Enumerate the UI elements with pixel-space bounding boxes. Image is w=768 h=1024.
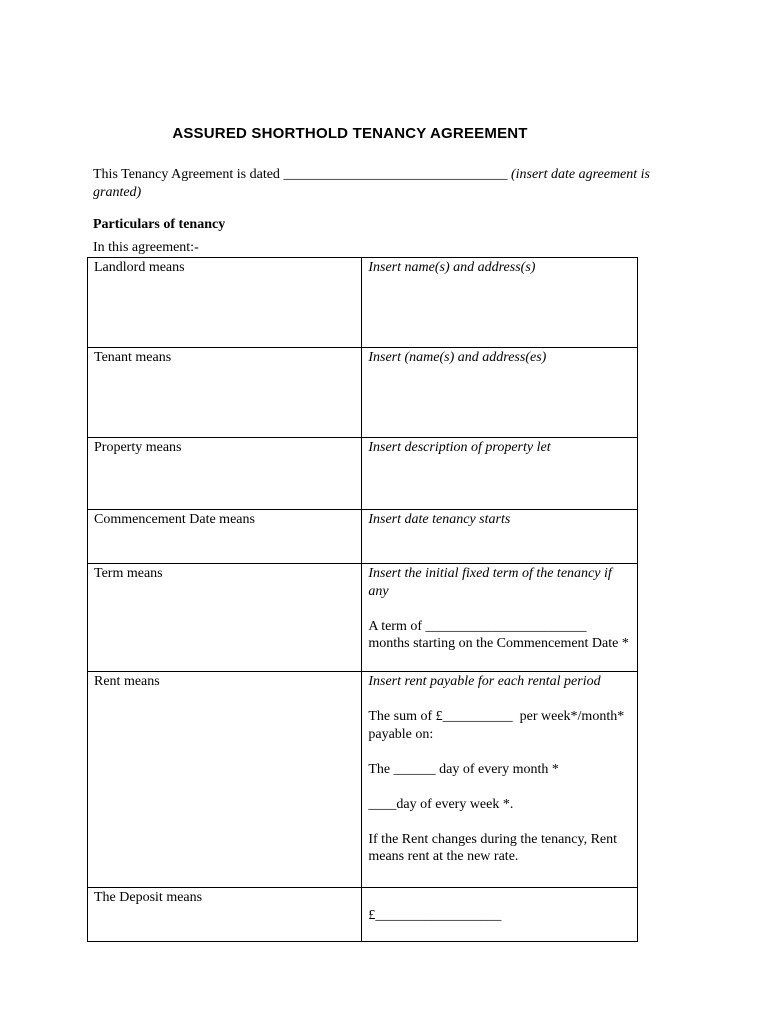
rent-day-of-month: The ______ day of every month * [368, 761, 559, 777]
commencement-instruction: Insert date tenancy starts [368, 512, 511, 527]
intro-text: In this agreement:- [93, 240, 199, 255]
tenant-label: Tenant means [88, 348, 362, 438]
rent-day-of-week: ____day of every week *. [368, 796, 514, 812]
table-row-rent [88, 672, 638, 888]
rent-instruction: Insert rent payable for each rental period [368, 674, 601, 689]
rent-payable-on: payable on: [368, 726, 434, 742]
deposit-label: The Deposit means [88, 888, 362, 942]
section-heading: Particulars of tenancy [93, 217, 226, 232]
rent-value[interactable] [362, 672, 638, 888]
rent-changes-note: If the Rent changes during the tenancy, Rent means rent at the new rate. [368, 831, 621, 864]
commencement-label: Commencement Date means [88, 510, 362, 564]
commencement-value[interactable] [362, 510, 638, 564]
rent-label: Rent means [88, 672, 362, 888]
table-row-commencement [88, 510, 638, 564]
table-row-term [88, 564, 638, 672]
date-note: (insert date agreement is granted) [93, 167, 651, 200]
deposit-value[interactable] [362, 888, 638, 942]
table-row-landlord [88, 258, 638, 348]
table-row-tenant [88, 348, 638, 438]
table-row-deposit [88, 888, 638, 942]
landlord-instruction: Insert name(s) and address(s) [368, 260, 536, 275]
property-value[interactable] [362, 438, 638, 510]
term-instruction: Insert the initial fixed term of the tenancy if any [368, 566, 612, 599]
tenant-value[interactable] [362, 348, 638, 438]
tenant-instruction: Insert (name(s) and address(es) [368, 350, 547, 365]
deposit-amount: £__________________ [368, 907, 502, 923]
rent-sum-line: The sum of £__________ per week*/month* [368, 709, 625, 724]
property-label: Property means [88, 438, 362, 510]
landlord-label: Landlord means [88, 258, 362, 348]
particulars-table [87, 257, 638, 942]
document-title: ASSURED SHORTHOLD TENANCY AGREEMENT [172, 125, 528, 142]
property-instruction: Insert description of property let [368, 440, 551, 455]
table-row-property [88, 438, 638, 510]
date-prefix: This Tenancy Agreement is dated [93, 167, 280, 182]
term-value[interactable] [362, 564, 638, 672]
agreement-date-line [93, 166, 683, 202]
term-line-1: A term of _______________________ [368, 618, 587, 634]
term-label: Term means [88, 564, 362, 672]
landlord-value[interactable] [362, 258, 638, 348]
term-line-2: months starting on the Commencement Date * [368, 636, 629, 651]
date-blank[interactable]: ________________________________ [283, 167, 508, 182]
